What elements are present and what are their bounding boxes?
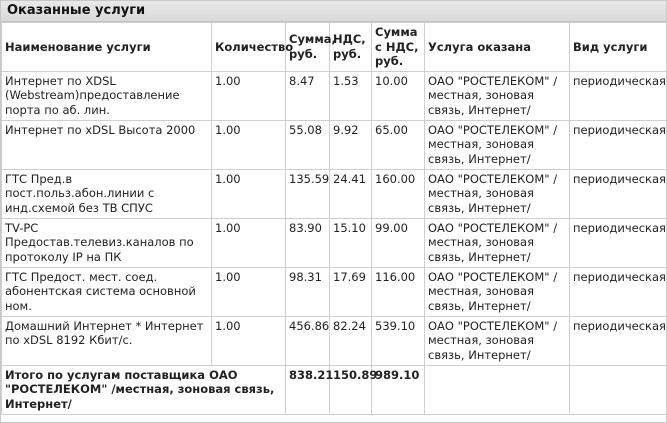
cell-service-type: периодическая (570, 169, 667, 218)
header-service-name: Наименование услуги (2, 23, 212, 72)
cell-vat: 24.41 (330, 169, 372, 218)
cell-vat: 17.69 (330, 267, 372, 316)
header-service-type: Вид услуги (570, 23, 667, 72)
cell-vat: 1.53 (330, 71, 372, 120)
header-sum-with-vat: Сумма с НДС, руб. (372, 23, 425, 72)
total-row (2, 365, 667, 414)
cell-service-type: периодическая (570, 218, 667, 267)
cell-sum-with-vat: 99.00 (372, 218, 425, 267)
cell-sum-with-vat: 160.00 (372, 169, 425, 218)
cell-service-name: Интернет по XDSL (Webstream)предоставление порта по аб. лин. (2, 71, 212, 120)
cell-provider: ОАО "РОСТЕЛЕКОМ" /местная, зоновая связь, Интернет/ (425, 71, 570, 120)
cell-service-name: Интернет по xDSL Высота 2000 (2, 120, 212, 169)
cell-service-type: периодическая (570, 316, 667, 365)
cell-service-name: ГТС Пред.в пост.польз.абон.линии с инд.схемой без ТВ СПУС (2, 169, 212, 218)
cell-sum: 55.08 (286, 120, 330, 169)
cell-sum: 83.90 (286, 218, 330, 267)
table-row (2, 218, 667, 267)
services-table (1, 22, 667, 415)
total-empty-type (570, 365, 667, 414)
total-vat: 150.89 (330, 365, 372, 414)
cell-vat: 9.92 (330, 120, 372, 169)
table-row (2, 267, 667, 316)
cell-quantity: 1.00 (212, 218, 286, 267)
cell-service-type: периодическая (570, 267, 667, 316)
cell-provider: ОАО "РОСТЕЛЕКОМ" /местная, зоновая связь, Интернет/ (425, 267, 570, 316)
cell-service-name: TV-PC Предостав.телевиз.каналов по протоколу IP на ПК (2, 218, 212, 267)
header-quantity: Количество (212, 23, 286, 72)
table-row (2, 71, 667, 120)
total-sum: 838.21 (286, 365, 330, 414)
cell-provider: ОАО "РОСТЕЛЕКОМ" /местная, зоновая связь, Интернет/ (425, 120, 570, 169)
cell-sum-with-vat: 116.00 (372, 267, 425, 316)
cell-provider: ОАО "РОСТЕЛЕКОМ" /местная, зоновая связь, Интернет/ (425, 316, 570, 365)
cell-service-type: периодическая (570, 71, 667, 120)
table-row (2, 120, 667, 169)
cell-sum: 135.59 (286, 169, 330, 218)
total-empty-provider (425, 365, 570, 414)
table-header-row (2, 23, 667, 72)
panel-title: Оказанные услуги (7, 3, 146, 18)
cell-sum: 456.86 (286, 316, 330, 365)
table-row (2, 316, 667, 365)
cell-quantity: 1.00 (212, 71, 286, 120)
cell-sum-with-vat: 65.00 (372, 120, 425, 169)
cell-quantity: 1.00 (212, 267, 286, 316)
cell-sum-with-vat: 10.00 (372, 71, 425, 120)
cell-service-name: Домашний Интернет * Интернет по xDSL 8192 Кбит/с. (2, 316, 212, 365)
cell-sum: 98.31 (286, 267, 330, 316)
panel-title-bar (1, 1, 666, 22)
total-label: Итого по услугам поставщика ОАО "РОСТЕЛЕКОМ" /местная, зоновая связь, Интернет/ (2, 365, 286, 414)
cell-quantity: 1.00 (212, 169, 286, 218)
cell-vat: 15.10 (330, 218, 372, 267)
header-sum: Сумма, руб. (286, 23, 330, 72)
cell-quantity: 1.00 (212, 316, 286, 365)
cell-provider: ОАО "РОСТЕЛЕКОМ" /местная, зоновая связь, Интернет/ (425, 169, 570, 218)
cell-service-type: периодическая (570, 120, 667, 169)
cell-sum: 8.47 (286, 71, 330, 120)
header-vat: НДС, руб. (330, 23, 372, 72)
table-row (2, 169, 667, 218)
cell-service-name: ГТС Предост. мест. соед. абонентская система основной ном. (2, 267, 212, 316)
cell-sum-with-vat: 539.10 (372, 316, 425, 365)
cell-vat: 82.24 (330, 316, 372, 365)
header-provider: Услуга оказана (425, 23, 570, 72)
cell-provider: ОАО "РОСТЕЛЕКОМ" /местная, зоновая связь, Интернет/ (425, 218, 570, 267)
cell-quantity: 1.00 (212, 120, 286, 169)
total-sum-with-vat: 989.10 (372, 365, 425, 414)
